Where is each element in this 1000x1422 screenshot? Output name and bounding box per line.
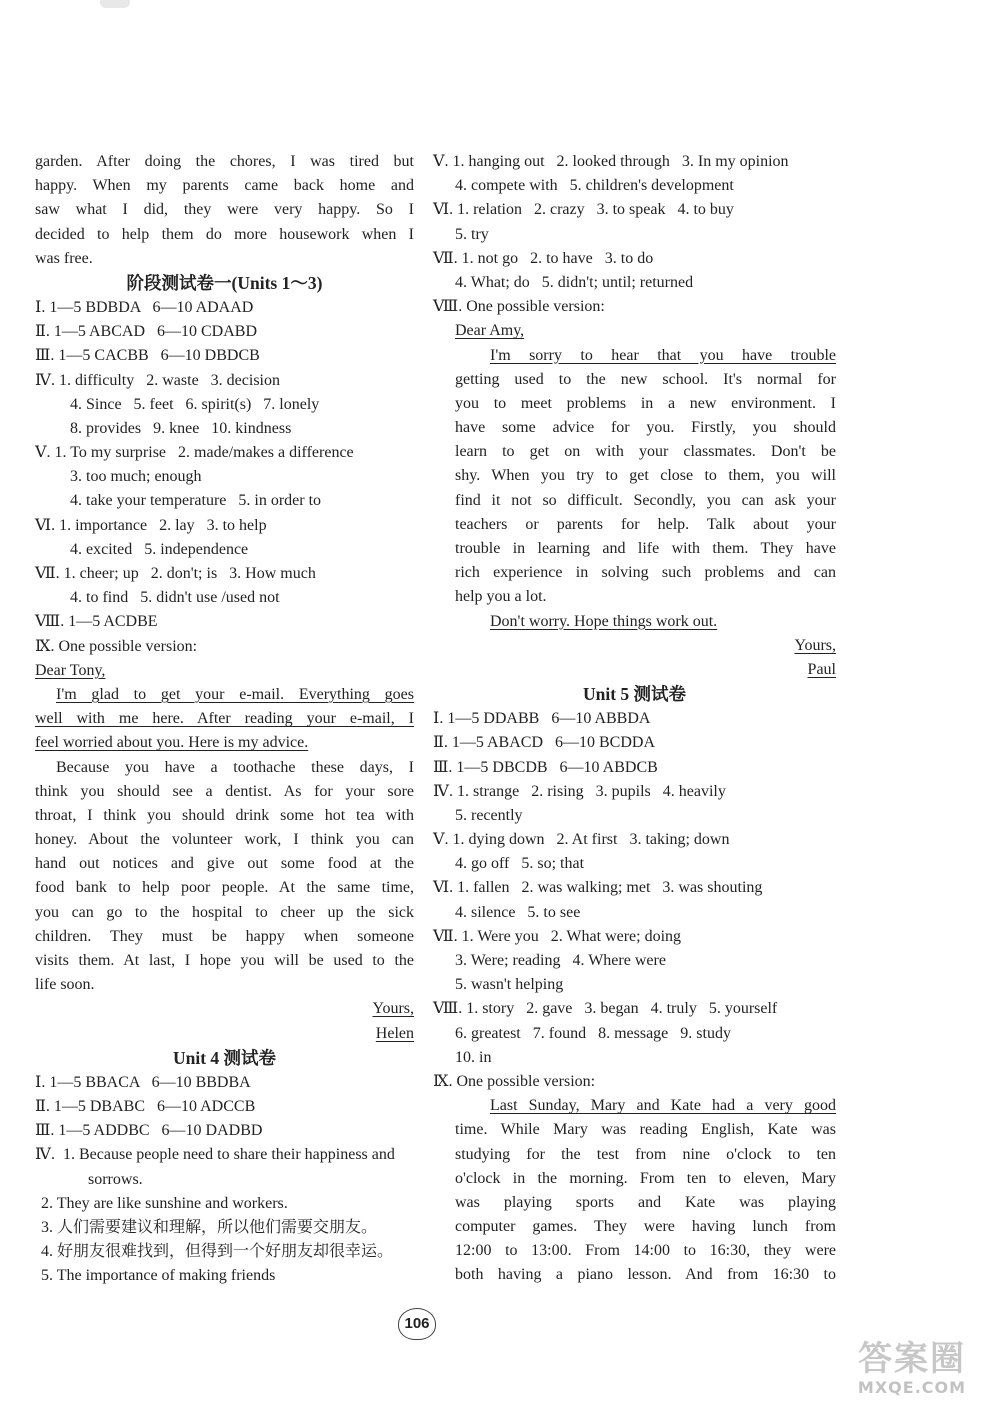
signature-text: Paul (807, 660, 836, 678)
text-line: was playing sports and Kate was playing (455, 1193, 836, 1211)
section-title-unit4: Unit 4 测试卷 (172, 1047, 277, 1068)
signature-text: Helen (375, 1024, 414, 1042)
answer-line: Ⅰ. 1—5 BBACA 6—10 BBDBA (35, 1073, 251, 1091)
text-line: o'clock in the morning. From ten to eleven, Mary (455, 1169, 836, 1187)
text-line: Because you have a toothache these days, I (56, 758, 414, 776)
text-line: Last Sunday, Mary and Kate had a very good (490, 1097, 836, 1115)
letter-ending (433, 610, 836, 634)
page-number: 106 (398, 1308, 436, 1340)
answer-line: Ⅷ. One possible version: (433, 298, 605, 316)
answer-line: Ⅲ. 1—5 ADDBC 6—10 DADBD (35, 1122, 263, 1140)
text-line (433, 368, 836, 392)
letter-greeting (433, 319, 836, 343)
left-column (35, 150, 414, 1288)
answer-line: 4. excited 5. independence (70, 540, 249, 558)
text-line: shy. When you try to get close to them, you will (455, 467, 836, 485)
underlined-text: Don't worry. Hope things work out. (490, 612, 718, 630)
text-line: think you should see a dentist. As for your sore (35, 782, 414, 800)
answer-line: 5. recently (455, 806, 523, 824)
text-line: happy. When my parents came back home and (35, 177, 414, 195)
text-line: food bank to help poor people. At the same time, (35, 879, 414, 897)
section-title-unit5: Unit 5 测试卷 (582, 684, 687, 705)
text-line: decided to help them do more housework when I (35, 225, 414, 243)
text-line: trouble in learning and life with them. They have (455, 540, 836, 557)
text-line: I'm sorry to hear that you have trouble (490, 346, 836, 364)
greeting-text: Dear Amy, (455, 322, 525, 340)
text-line: was free. (35, 249, 93, 267)
answer-line: Ⅱ. 1—5 ABACD 6—10 BCDDA (433, 734, 656, 752)
answer-line: 3. 人们需要建议和理解，所以他们需要交朋友。 (41, 1218, 378, 1236)
text-line-content: getting used to the new school. It's normal for (455, 370, 836, 388)
answer-line: 4. What; do 5. didn't; until; returned (455, 273, 694, 291)
answer-line: Ⅳ. 1. difficulty 2. waste 3. decision (35, 371, 280, 389)
text-line: saw what I did, they were very happy. So I (35, 201, 414, 219)
answer-line: 8. provides 9. knee 10. kindness (70, 419, 292, 437)
answer-line: Ⅳ. 1. Because people need to share their happiness and (35, 1146, 395, 1164)
answer-line: Ⅳ. 1. strange 2. rising 3. pupils 4. heavily (433, 782, 726, 800)
answer-line: Ⅰ. 1—5 DDABB 6—10 ABBDA (433, 710, 651, 728)
answer-line: 4. silence 5. to see (455, 903, 581, 921)
answer-line: sorrows. (88, 1170, 143, 1188)
text-line: visits them. At last, I hope you will be used to the (35, 952, 414, 969)
answer-line: Ⅸ. One possible version: (433, 1072, 596, 1090)
answer-line: 5. wasn't helping (455, 976, 564, 994)
right-column (433, 150, 836, 1288)
answer-line: Ⅵ. 1. importance 2. lay 3. to help (35, 516, 267, 534)
text-line (35, 731, 414, 755)
answer-line: Ⅴ. 1. dying down 2. At first 3. taking; down (433, 831, 730, 849)
answer-line: 4. go off 5. so; that (455, 855, 585, 873)
section-title-stage-test: 阶段测试卷一(Units 1～3) (126, 272, 323, 293)
letter-greeting (35, 659, 414, 683)
answer-line: Ⅴ. 1. hanging out 2. looked through 3. In my opinion (433, 153, 789, 170)
closing-text: Yours, (794, 636, 836, 654)
text-line: garden. After doing the chores, I was tired but (35, 153, 414, 170)
answer-line: 3. too much; enough (70, 468, 202, 486)
watermark-text: 答案圈 (858, 1339, 966, 1379)
answer-line: 4. compete with 5. children's development (455, 177, 734, 195)
answer-line: Ⅵ. 1. relation 2. crazy 3. to speak 4. to buy (433, 201, 734, 219)
text-line: hand out notices and give out some food at the (35, 855, 414, 873)
text-line: both having a piano lesson. And from 16:30 to (455, 1266, 836, 1284)
underlined-text: feel worried about you. Here is my advice. (35, 734, 309, 752)
text-line: have some advice for you. Firstly, you should (455, 419, 836, 437)
answer-line: Ⅷ. 1. story 2. gave 3. began 4. truly 5. yourself (433, 1000, 778, 1018)
answer-line: Ⅸ. One possible version: (35, 637, 198, 655)
letter-closing (35, 997, 414, 1021)
scan-mark (100, 0, 130, 8)
text-line: 12:00 to 13:00. From 14:00 to 16:30, they were (455, 1242, 836, 1260)
text-line: life soon. (35, 976, 95, 994)
answer-line: 10. in (455, 1048, 492, 1066)
greeting-text: Dear Tony, (35, 661, 106, 679)
text-line: you can go to the hospital to cheer up the sick (35, 903, 414, 921)
text-line: time. While Mary was reading English, Kate was (455, 1121, 836, 1139)
answer-line: Ⅶ. 1. cheer; up 2. don't; is 3. How much (35, 565, 316, 582)
text-line: teachers or parents for help. Talk about your (455, 515, 836, 533)
text-line: honey. About the volunteer work, I think you can (35, 831, 414, 849)
answer-line: 4. Since 5. feet 6. spirit(s) 7. lonely (70, 395, 320, 413)
text-line: studying for the test from nine o'clock to ten (455, 1145, 836, 1163)
text-line: find it not so difficult. Secondly, you can ask your (455, 491, 836, 509)
answer-line: 4. to find 5. didn't use /used not (70, 589, 280, 607)
watermark-url: MXQE.COM (857, 1378, 967, 1397)
closing-text: Yours, (372, 1000, 414, 1018)
answer-line: Ⅱ. 1—5 ABCAD 6—10 CDABD (35, 323, 258, 341)
text-line: learn to get on with your classmates. Don't be (455, 443, 836, 461)
watermark-logo (832, 1340, 992, 1410)
text-line: children. They must be happy when someone (35, 927, 414, 945)
answer-line: 5. The importance of making friends (41, 1267, 276, 1285)
letter-signature (433, 658, 836, 682)
answer-line: Ⅶ. 1. Were you 2. What were; doing (433, 927, 682, 945)
answer-line: Ⅲ. 1—5 CACBB 6—10 DBDCB (35, 347, 260, 365)
text-line: I'm glad to get your e-mail. Everything goes (56, 685, 414, 703)
answer-line: Ⅵ. 1. fallen 2. was walking; met 3. was shouting (433, 879, 763, 897)
answer-line: Ⅴ. 1. To my surprise 2. made/makes a difference (35, 444, 354, 462)
answer-line: Ⅶ. 1. not go 2. to have 3. to do (433, 249, 654, 267)
answer-line: 6. greatest 7. found 8. message 9. study (455, 1024, 731, 1042)
text-line: well with me here. After reading your e-mail, I (35, 710, 414, 728)
answer-line: 3. Were; reading 4. Where were (455, 952, 666, 969)
text-line: help you a lot. (455, 588, 547, 606)
letter-signature (35, 1022, 414, 1046)
text-line: you to meet problems in a new environment. I (455, 394, 836, 412)
text-line: throat, I think you should drink some hot tea with (35, 806, 414, 824)
answer-line: Ⅲ. 1—5 DBCDB 6—10 ABDCB (433, 758, 658, 776)
answer-line: Ⅱ. 1—5 DBABC 6—10 ADCCB (35, 1097, 256, 1115)
answer-line: 4. take your temperature 5. in order to (70, 492, 322, 510)
answer-line: Ⅷ. 1—5 ACDBE (35, 613, 158, 631)
text-line: rich experience in solving such problems and can (455, 564, 836, 582)
answer-line: Ⅰ. 1—5 BDBDA 6—10 ADAAD (35, 298, 254, 316)
text-line: computer games. They were having lunch from (455, 1218, 836, 1236)
answer-line: 4. 好朋友很难找到，但得到一个好朋友却很幸运。 (41, 1243, 394, 1261)
answer-line: 2. They are like sunshine and workers. (41, 1194, 288, 1212)
answer-line: 5. try (455, 225, 489, 243)
letter-closing (433, 634, 836, 658)
